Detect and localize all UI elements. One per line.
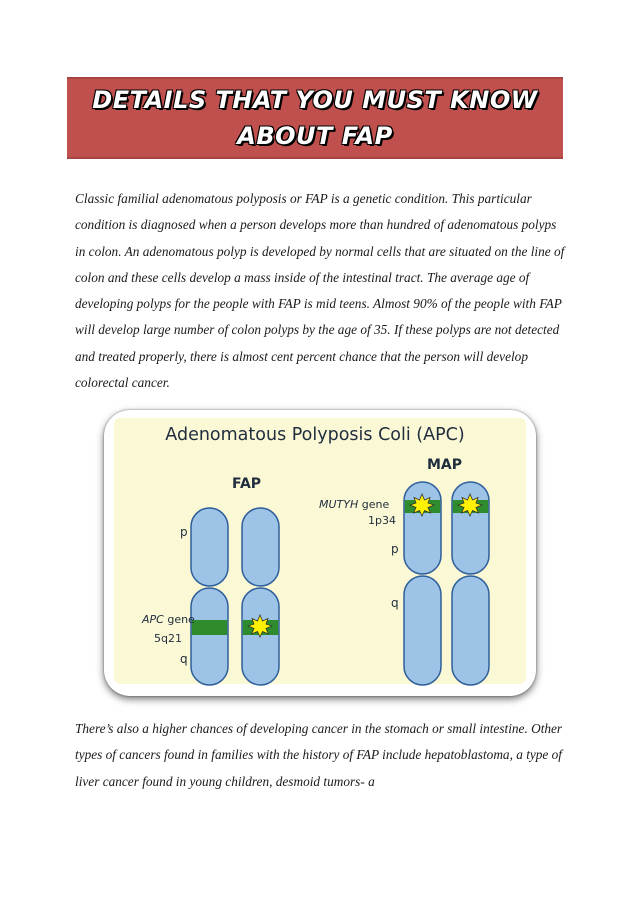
intro-paragraph: Classic familial adenomatous polyposis or FAP is a genetic condition. This particular condition is diagnosed when a person develops more than hundred of adenomatous polyps in colon. An adenomatous polyp is developed by normal cells that are situated on the line of colon and these cells develop a mass inside of the intestinal tract. The average age of developing polyps for the people with FAP is mid teens. Almost 90% of the people with FAP will develop large number of colon polyps by the age of 35. If these polyps are not detected and treated properly, there is almost cent percent chance that the person will develop colorectal cancer. (75, 191, 565, 391)
apc-gene-name: APC (142, 613, 164, 626)
chromosome-p-arm (242, 508, 279, 586)
mutation-burst-icon (458, 494, 482, 516)
chromosome-p-arm (191, 508, 228, 586)
chromosome-q-arm (191, 588, 228, 685)
mutation-burst-icon (410, 494, 434, 516)
title-banner (67, 77, 563, 159)
map-chromosome-mutated-1 (404, 482, 441, 685)
map-label: MAP (427, 457, 463, 473)
fap-q-arm-label: q (180, 652, 188, 666)
diagram-title: Adenomatous Polyposis Coli (APC) (165, 425, 465, 445)
map-chromosome-mutated-2 (452, 482, 489, 685)
map-p-arm-label: p (391, 542, 399, 556)
apc-gene-label (141, 613, 195, 626)
chromosome-q-arm (452, 576, 489, 685)
apc-figure (104, 410, 536, 696)
map-q-arm-label: q (391, 596, 399, 610)
chromosome-q-arm (404, 576, 441, 685)
fap-label: FAP (232, 476, 262, 492)
mutyh-gene-word: gene (358, 498, 390, 511)
apc-diagram (104, 410, 536, 696)
page-title: DETAILS THAT YOU MUST KNOW ABOUT FAP (92, 86, 538, 150)
mutyh-gene-label (319, 498, 389, 511)
mutation-burst-icon (248, 615, 272, 637)
fap-p-arm-label: p (180, 525, 188, 539)
apc-locus-label: 5q21 (154, 632, 182, 645)
cancer-risk-paragraph: There’s also a higher chances of developing cancer in the stomach or small intestine. Other types of cancers found in families with the history of FAP include hepatoblastoma, a type of liver cancer found in young children, desmoid tumors- a (75, 721, 563, 789)
fap-chromosome-normal (191, 508, 228, 685)
fap-chromosome-mutated (242, 508, 279, 685)
mutyh-gene-name: MUTYH (319, 498, 359, 511)
apc-gene-word: gene (163, 613, 195, 626)
apc-gene-band (192, 620, 227, 635)
mutyh-locus-label: 1p34 (368, 514, 396, 527)
